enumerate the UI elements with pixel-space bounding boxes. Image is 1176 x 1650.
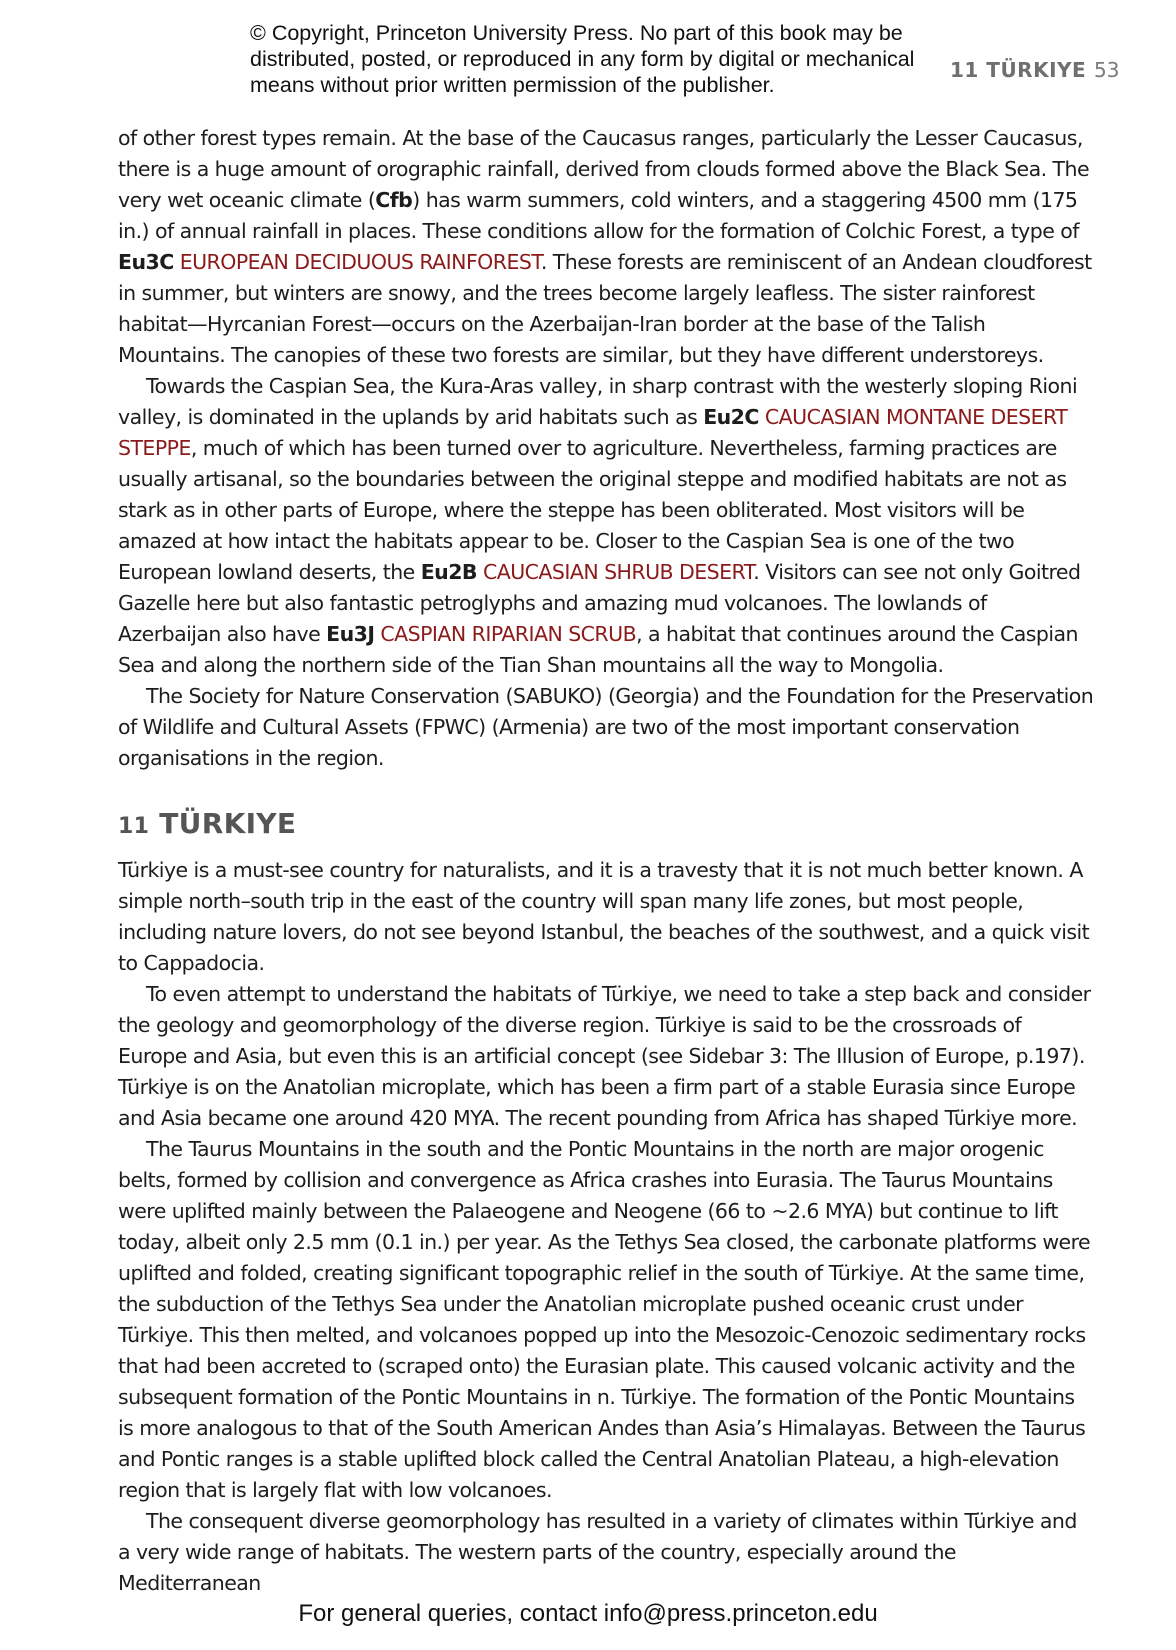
habitat-code: Eu3J [326, 622, 375, 646]
habitat-name: CASPIAN RIPARIAN SCRUB [380, 622, 637, 646]
habitat-code: Eu2B [420, 560, 477, 584]
habitat-name: CAUCASIAN MONTANE DESERT STEPPE [118, 405, 1068, 460]
section-heading [118, 804, 1094, 847]
running-head [0, 58, 1176, 88]
text-run: , a habitat that continues around the Caspian Sea and along the northern side of the Tian Shan mountains all the way to Mongolia. [118, 622, 1078, 677]
paragraph: The Taurus Mountains in the south and the Pontic Mountains in the north are major orogenic belts, formed by collision and convergence as Africa crashes into Eurasia. The Taurus Mountains were uplifted mainly between the Palaeogene and Neogene (66 to ~2.6 MYA) but continue to lift today, albeit only 2.5 mm (0.1 in.) per year. As the Tethys Sea closed, the carbonate platforms were uplifted and folded, creating significant topographic relief in the south of Türkiye. At the same time, the subduction of the Tethys Sea under the Anatolian microplate pushed oceanic crust under Türkiye. This then melted, and volcanoes popped up into the Mesozoic-Cenozoic sedimentary rocks that had been accreted to (scraped onto) the Eurasian plate. This caused volcanic activity and the subsequent formation of the Pontic Mountains in n. Türkiye. The formation of the Pontic Mountains is more analogous to that of the South American Andes than Asia’s Himalayas. Between the Taurus and Pontic ranges is a stable uplifted block called the Central Anatolian Plateau, a high-elevation region that is largely flat with low volcanoes. [118, 1137, 1091, 1502]
copyright-line: © Copyright, Princeton University Press. No part of this book may be [250, 21, 903, 45]
habitat-name: CAUCASIAN SHRUB DESERT [482, 560, 754, 584]
running-title: 11 TÜRKIYE [950, 58, 1087, 82]
text-run: Towards the Caspian Sea, the Kura-Aras valley, in sharp contrast with the westerly sloping Rioni valley, is dominated in the uplands by arid habitats such as [118, 374, 1078, 429]
section-title: TÜRKIYE [159, 807, 297, 840]
habitat-code: Eu2C [703, 405, 759, 429]
paragraph [118, 371, 1094, 681]
page-number: 53 [1094, 58, 1120, 82]
habitat-name: EUROPEAN DECIDUOUS RAINFOREST [179, 250, 541, 274]
copyright-line: means without prior written permission of the publisher. [250, 73, 775, 97]
text-run: . These forests are reminiscent of an Andean cloudforest in summer, but winters are snowy, and the trees become largely leafless. The sister rainforest habitat—Hyrcanian Forest—occurs on the Azerbaijan-Iran border at the base of the Talish Mountains. The canopies of these two forests are similar, but they have different understoreys. [118, 250, 1092, 367]
text-run: , much of which has been turned over to agriculture. Nevertheless, farming practices are usually artisanal, so the boundaries between the original steppe and modified habitats are not as stark as in other parts of Europe, where the steppe has been obliterated. Most visitors will be amazed at how intact the habitats appear to be. Closer to the Caspian Sea is one of the two European lowland deserts, the [118, 436, 1067, 584]
copyright-line: distributed, posted, or reproduced in any form by digital or mechanical [250, 47, 915, 71]
paragraph: The consequent diverse geomorphology has resulted in a variety of climates within Türkiye and a very wide range of habitats. The western parts of the country, especially around the Mediterranean [118, 1509, 1077, 1595]
habitat-code: Eu3C [118, 250, 174, 274]
text-run: ) has warm summers, cold winters, and a staggering 4500 mm (175 in.) of annual rainfall in places. These conditions allow for the formation of Colchic Forest, a type of [118, 188, 1079, 243]
body-text [118, 123, 1094, 1599]
paragraph: The Society for Nature Conservation (SABUKO) (Georgia) and the Foundation for the Preservation of Wildlife and Cultural Assets (FPWC) (Armenia) are two of the most important conservation organisations in the region. [118, 684, 1094, 770]
text-run: . Visitors can see not only Goitred Gazelle here but also fantastic petroglyphs and amazing mud volcanoes. The lowlands of Azerbaijan also have [118, 560, 1081, 646]
footer-contact: For general queries, contact info@press.princeton.edu [298, 1600, 878, 1627]
paragraph [118, 123, 1094, 371]
climate-code: Cfb [375, 188, 413, 212]
text-run: of other forest types remain. At the base of the Caucasus ranges, particularly the Lesser Caucasus, there is a huge amount of orographic rainfall, derived from clouds formed above the Black Sea. The very wet oceanic climate ( [118, 126, 1090, 212]
section-number: 11 [118, 814, 150, 839]
paragraph: Türkiye is a must-see country for naturalists, and it is a travesty that it is not much better known. A simple north–south trip in the east of the country will span many life zones, but most people, including nature lovers, do not see beyond Istanbul, the beaches of the southwest, and a quick visit to Cappadocia. [118, 858, 1090, 975]
paragraph: To even attempt to understand the habitats of Türkiye, we need to take a step back and consider the geology and geomorphology of the diverse region. Türkiye is said to be the crossroads of Europe and Asia, but even this is an artificial concept (see Sidebar 3: The Illusion of Europe, p.197). Türkiye is on the Anatolian microplate, which has been a firm part of a stable Eurasia since Europe and Asia became one around 420 MYA. The recent pounding from Africa has shaped Türkiye more. [118, 982, 1091, 1130]
